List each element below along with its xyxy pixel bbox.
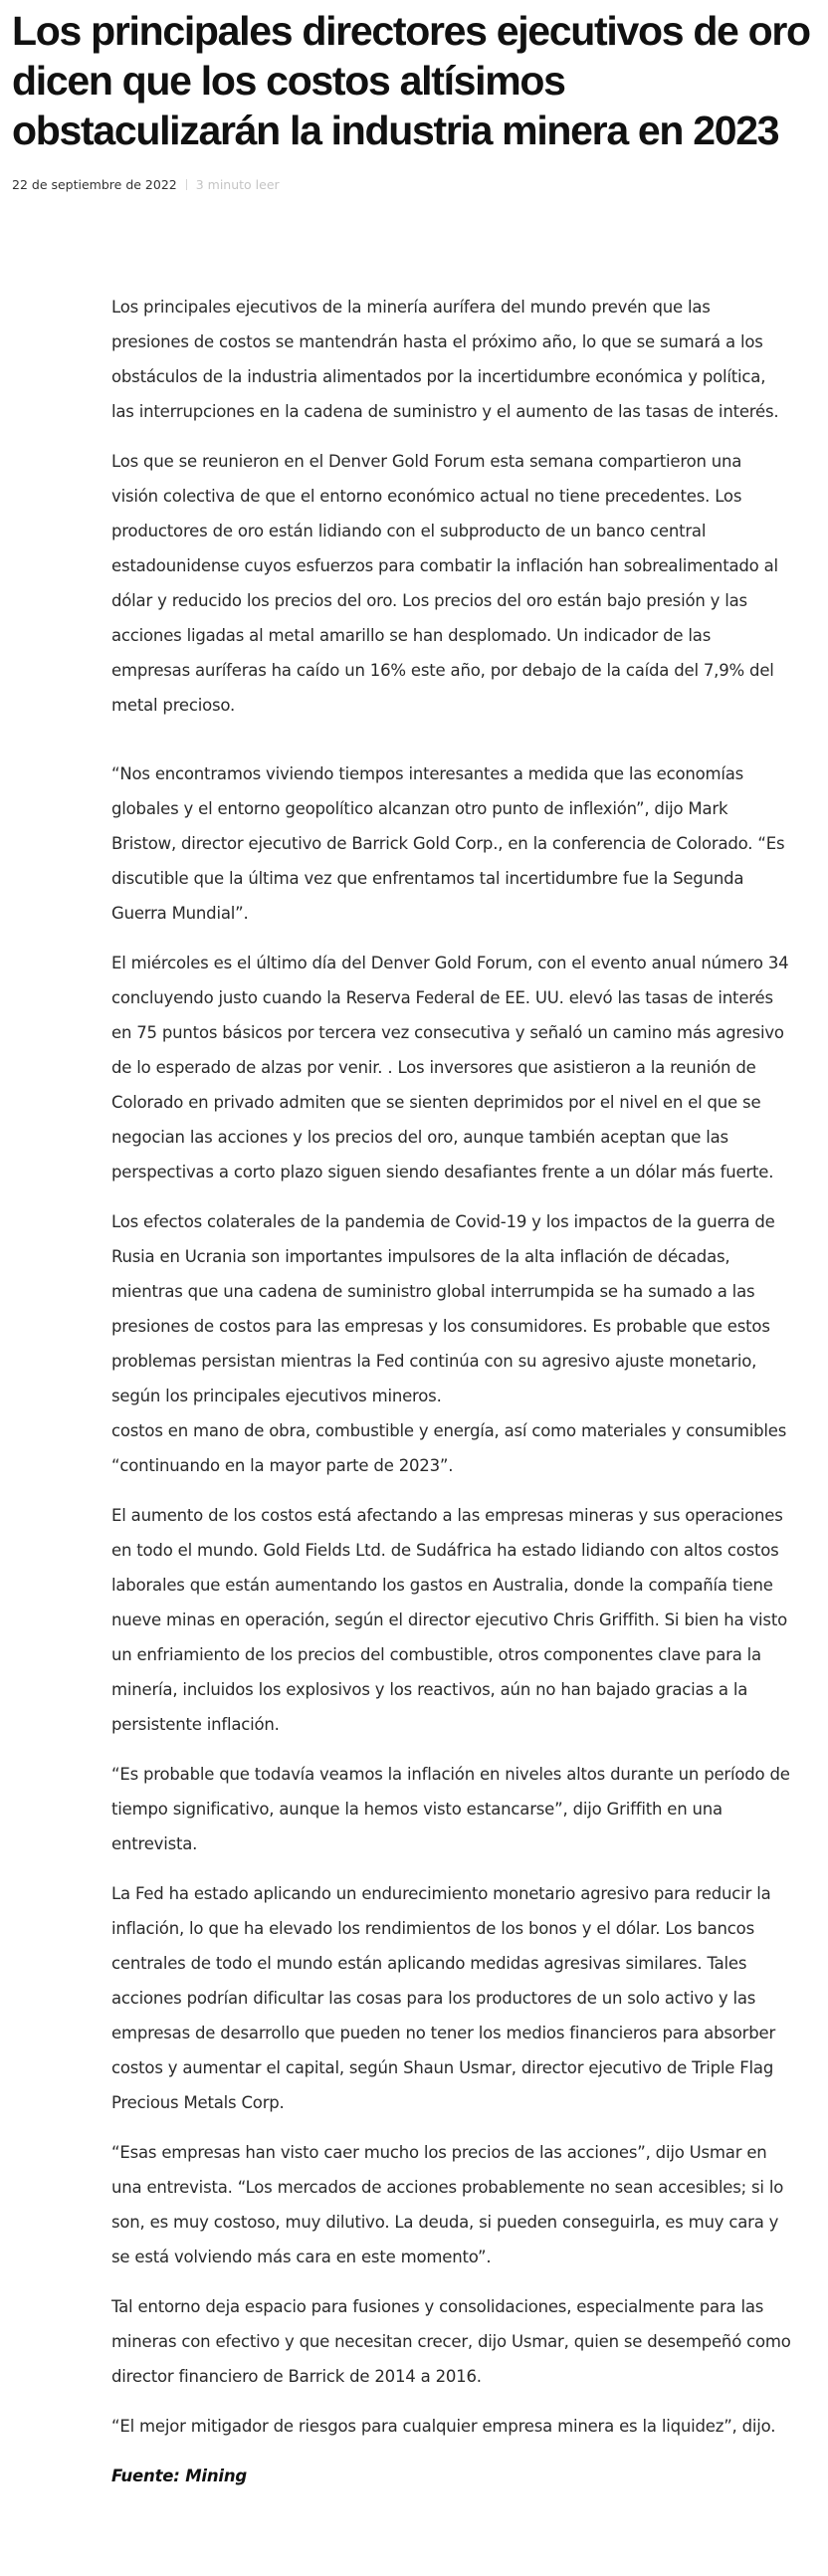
- read-time: 3 minuto leer: [195, 177, 280, 192]
- article-source: Fuente: Mining: [111, 2467, 248, 2485]
- article-paragraph: “Es probable que todavía veamos la inflación en niveles altos durante un período de tiempo significativo, aunque la hemos visto estancarse”, dijo Griffith en una entrevista.: [111, 1765, 790, 1853]
- article-paragraph: Tal entorno deja espacio para fusiones y consolidaciones, especialmente para las mineras con efectivo y que necesitan crecer, dijo Usmar, quien se desempeñó como director financiero de Barrick de 2014 a 2016.: [111, 2297, 791, 2386]
- meta-divider: [186, 179, 187, 190]
- article-paragraph: “El mejor mitigador de riesgos para cualquier empresa minera es la liquidez”, dijo.: [111, 2417, 776, 2436]
- article-paragraph: El aumento de los costos está afectando a las empresas mineras y sus operaciones en todo el mundo. Gold Fields Ltd. de Sudáfrica ha estado lidiando con altos costos laborales que están aumentando los gastos en Australia, donde la compañía tiene nueve minas en operación, según el director ejecutivo Chris Griffith. Si bien ha visto un enfriamiento de los precios del combustible, otros componentes clave para la minería, incluidos los explosivos y los reactivos, aún no han bajado gracias a la persistente inflación.: [111, 1506, 787, 1734]
- article-header: [12, 6, 818, 192]
- article-paragraph: “Nos encontramos viviendo tiempos interesantes a medida que las economías globales y el entorno geopolítico alcanzan otro punto de inflexión”, dijo Mark Bristow, director ejecutivo de Barrick Gold Corp., en la conferencia de Colorado. “Es discutible que la última vez que enfrentamos tal incertidumbre fue la Segunda Guerra Mundial”.: [111, 764, 785, 923]
- article-title: Los principales directores ejecutivos de oro dicen que los costos altísimos obstaculizarán la industria minera en 2023: [12, 8, 810, 153]
- article-paragraph: La Fed ha estado aplicando un endurecimiento monetario agresivo para reducir la inflación, lo que ha elevado los rendimientos de los bonos y el dólar. Los bancos centrales de todo el mundo están aplicando medidas agresivas similares. Tales acciones podrían dificultar las cosas para los productores de un solo activo y las empresas de desarrollo que pueden no tener los medios financieros para absorber costos y aumentar el capital, según Shaun Usmar, director ejecutivo de Triple Flag Precious Metals Corp.: [111, 1884, 776, 2112]
- article-paragraph: Los principales ejecutivos de la minería aurífera del mundo prevén que las presiones de costos se mantendrán hasta el próximo año, lo que se sumará a los obstáculos de la industria alimentados por la incertidumbre económica y política, las interrupciones en la cadena de suministro y el aumento de las tasas de interés.: [111, 298, 779, 421]
- article-body: [111, 290, 792, 2493]
- article-paragraph: costos en mano de obra, combustible y energía, así como materiales y consumibles “continuando en la mayor parte de 2023”.: [111, 1421, 787, 1475]
- article-meta: [12, 177, 818, 192]
- article-paragraph: El miércoles es el último día del Denver Gold Forum, con el evento anual número 34 concluyendo justo cuando la Reserva Federal de EE. UU. elevó las tasas de interés en 75 puntos básicos por tercera vez consecutiva y señaló un camino más agresivo de lo esperado de alzas por venir. . Los inversores que asistieron a la reunión de Colorado en privado admiten que se sienten deprimidos por el nivel en el que se negocian las acciones y los precios del oro, aunque también aceptan que las perspectivas a corto plazo siguen siendo desafiantes frente a un dólar más fuerte.: [111, 954, 789, 1181]
- publish-date: 22 de septiembre de 2022: [12, 177, 177, 192]
- article-paragraph: Los que se reunieron en el Denver Gold Forum esta semana compartieron una visión colectiva de que el entorno económico actual no tiene precedentes. Los productores de oro están lidiando con el subproducto de un banco central estadounidense cuyos esfuerzos para combatir la inflación han sobrealimentado al dólar y reducido los precios del oro. Los precios del oro están bajo presión y las acciones ligadas al metal amarillo se han desplomado. Un indicador de las empresas auríferas ha caído un 16% este año, por debajo de la caída del 7,9% del metal precioso.: [111, 452, 778, 715]
- article-paragraph: “Esas empresas han visto caer mucho los precios de las acciones”, dijo Usmar en una entrevista. “Los mercados de acciones probablemente no sean accesibles; si lo son, es muy costoso, muy dilutivo. La deuda, si pueden conseguirla, es muy cara y se está volviendo más cara en este momento”.: [111, 2143, 784, 2266]
- article-paragraph: Los efectos colaterales de la pandemia de Covid-19 y los impactos de la guerra de Rusia en Ucrania son importantes impulsores de la alta inflación de décadas, mientras que una cadena de suministro global interrumpida se ha sumado a las presiones de costos para las empresas y los consumidores. Es probable que estos problemas persistan mientras la Fed continúa con su agresivo ajuste monetario, según los principales ejecutivos mineros.: [111, 1212, 775, 1405]
